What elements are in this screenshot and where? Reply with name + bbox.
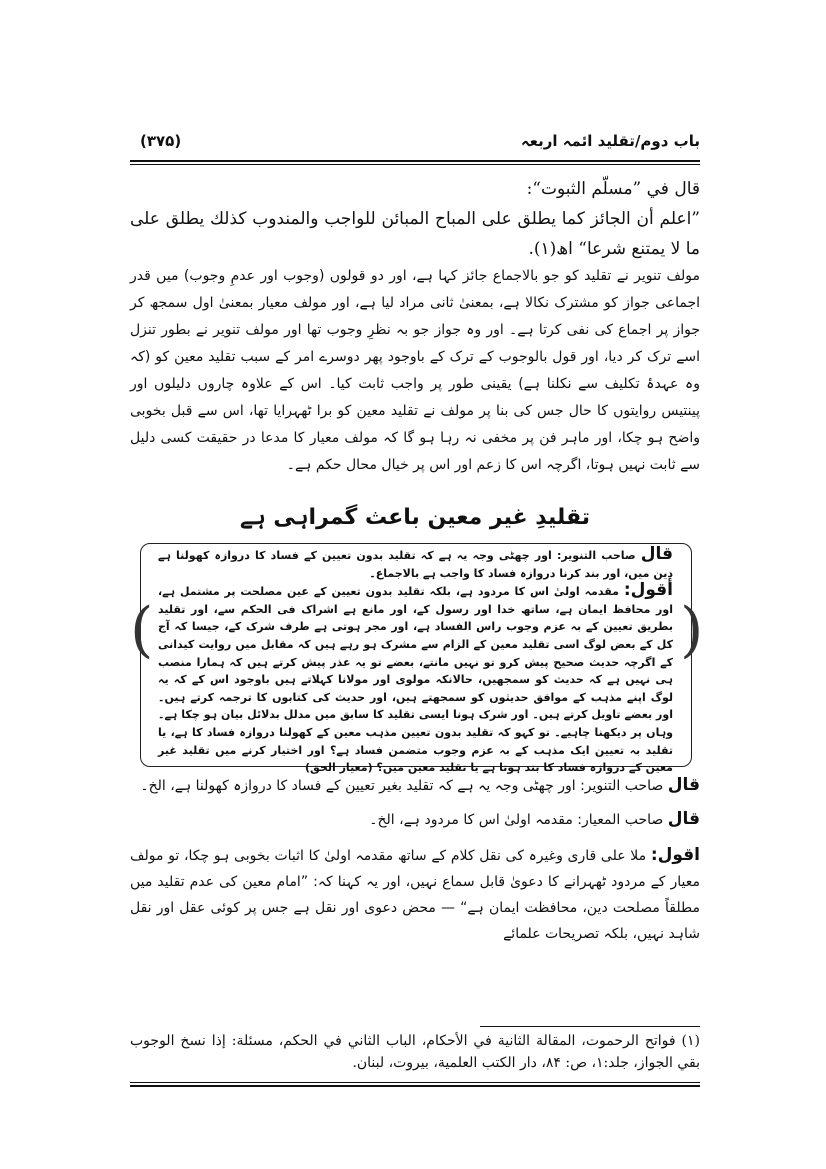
reply-qala-author: صاحب التنویر: xyxy=(580,778,664,794)
right-brace: ) xyxy=(680,595,704,665)
reply-aqulu-text: ملا علی قاری وغیرہ کی نقل کلام کے ساتھ مقدمہ اولیٰ کا اثبات بخوبی ہو چکا، تو مولف معیار کے مردود ٹھہرانے کا دعویٰ قابل سماع نہیں، اور یہ کہنا کہ: ”امام معین کی عدم تقلید میں مطلقاً مصلحت دین، محافظت ایمان ہے“ — محض دعوی اور نقل ہے جس پر کوئی عقل اور نقل شاہد نہیں، بلکہ تصریحات علمائے xyxy=(130,848,700,942)
page-header xyxy=(130,132,700,160)
arabic-quote-text: ”اعلم أن الجائز كما يطلق على المباح المبائن للواجب والمندوب كذلك يطلق على ما لا يمتنع شرعا“ اھ(۱). xyxy=(130,209,700,259)
footer-rule-thin xyxy=(130,1082,700,1083)
header-rule xyxy=(130,160,700,162)
reply-qala xyxy=(130,772,700,799)
footnote-number: (۱) xyxy=(681,1033,701,1049)
reply-qala-label: قال xyxy=(667,775,700,795)
footnote-text: فواتح الرحموت، المقالة الثانية في الأحكام، الباب الثاني في الحكم، مسئلة: إذا نسخ الوجوب بقي الجواز، جلد:۱، ص: ۸۴، دار الكتب العلمية، بيروت، لبنان. xyxy=(130,1033,700,1071)
reply-aqulu-label: اقول: xyxy=(650,845,700,865)
box-source: (معیار الحق) xyxy=(305,761,373,775)
page-number: (۳۷۵) xyxy=(140,132,182,150)
aqulu-text: مقدمہ اولیٰ اس کا مردود ہے، بلکہ تقلید بدون تعیین کے عین مصلحت پر مشتمل ہے، اور محافظ ایمان ہے، ساتھ خدا اور رسول کے، اور مانع ہے اشراک فی الحکم سے، اور تقلید بطریق تعیین کے بہ عزم وجوب راس الفساد ہے، اور مجر ہوتی ہے طرف شرک کے، جیسا کہ آج کل کے بعض لوگ اسی تقلید معین کے الزام سے مشرک ہو رہے ہیں کہ مقابل میں روایت کیدانی کے اگرچہ حدیث صحیح پیش کرو تو نہیں مانتے، بعضے تو یہ عذر پیش کرتے ہیں کہ ہمارا منصب ہی نہیں ہے کہ حدیث کو سمجھیں، حالانکہ مولوی اور مولانا کہلاتے ہیں باوجود اس کے کہ یہ لوگ اپنے مذہب کے موافق حدیثوں کو سمجھتے ہیں، اور حدیث کی کتابوں کا ترجمہ کرتے ہیں۔ اور بعضے تاویل کرتے ہیں۔ اور شرک ہونا ایسی تقلید کا سابق میں مدلل بدلائل بیان ہو چکا ہے۔ وہاں پر دیکھنا چاہیے۔ تو کہو کہ تقلید بدون تعیین مذہب معین کے کھولنا دروازہ فساد کا ہے، یا تقلید بہ تعیین ایک مذہب کے بہ عزم وجوب متضمن فساد ہے؟ اور اختیار کرنے میں تقلید غیر معین کے دروازہ فساد کا بند ہوتا ہے یا تقلید معین میں؟ xyxy=(158,585,673,775)
arabic-quote-intro: قال في ”مسلّم الثبوت“: xyxy=(526,179,700,199)
aqulu-label: أقول: xyxy=(623,580,673,601)
paragraph-1: مولف تنویر نے تقلید کو جو بالاجماع جائز کہا ہے، اور دو قولوں (وجوب اور عدمِ وجوب) میں قدر اجماعی جواز کو مشترک نکالا ہے، بمعنیٰ ثانی مراد لیا ہے، اور مولف معیار بمعنیٰ اول سمجھ کر جواز پر اجماع کی نفی کرتا ہے۔ اور وہ جواز جو بہ نظرِ وجوب تھا اور مولف تنویر نے بطور تنزل اسے ترک کر دیا، اور قول بالوجوب کے ترک کے باوجود پھر دوسرے امر کے سبب تقلید معین کو (کہ وہ عہدۂ تکلیف سے نکلنا ہے) یقینی طور پر واجب ثابت کیا۔ اس کے علاوہ چاروں دلیلوں اور پینتیس روایتوں کا حال جس کی بنا پر مولف نے تقلید معین کو برا ٹھہرایا تھا، اس سے قبل بخوبی واضح ہو چکا، اور ماہر فن پر مخفی نہ رہا ہو گا کہ مولف معیار کا مدعا در حقیقت کسی دلیل سے ثابت نہیں ہوتا، اگرچہ اس کا زعم اور اس پر خیال محال حکم ہے۔ xyxy=(130,268,700,473)
footer-rule xyxy=(130,1085,700,1087)
qala-label: قال xyxy=(640,544,673,564)
reply-qala2-text: مقدمہ اولیٰ اس کا مردود ہے، الخ۔ xyxy=(369,812,573,828)
reply-qala-2 xyxy=(130,806,700,833)
qala-text: اور چھٹی وجہ یہ ہے کہ تقلید بدون تعیین کے فساد کا دروازہ کھولنا ہے دین میں، اور بند کرنا دروازہ فساد کا واجب ہے بالاجماع۔ xyxy=(158,549,673,580)
section-heading: تقلیدِ غیر معین باعث گمراہی ہے xyxy=(239,505,591,530)
header-rule-thin xyxy=(130,164,700,165)
reply-qala-text: اور چھٹی وجہ یہ ہے کہ تقلید بغیر تعیین کے فساد کا دروازہ کھولنا ہے، الخ۔ xyxy=(140,778,576,794)
footnote-rule xyxy=(480,1026,700,1027)
left-brace: ( xyxy=(130,595,154,665)
footnote xyxy=(130,1030,700,1074)
chapter-title: باب دوم/تقلید ائمہ اربعہ xyxy=(520,132,700,150)
reply-aqulu xyxy=(130,842,700,947)
reply-qala2-author: صاحب المعیار: xyxy=(577,812,664,828)
qala-author: صاحب التنویر: xyxy=(556,549,636,562)
quote-box-text xyxy=(158,546,673,777)
reply-qala2-label: قال xyxy=(667,809,700,829)
